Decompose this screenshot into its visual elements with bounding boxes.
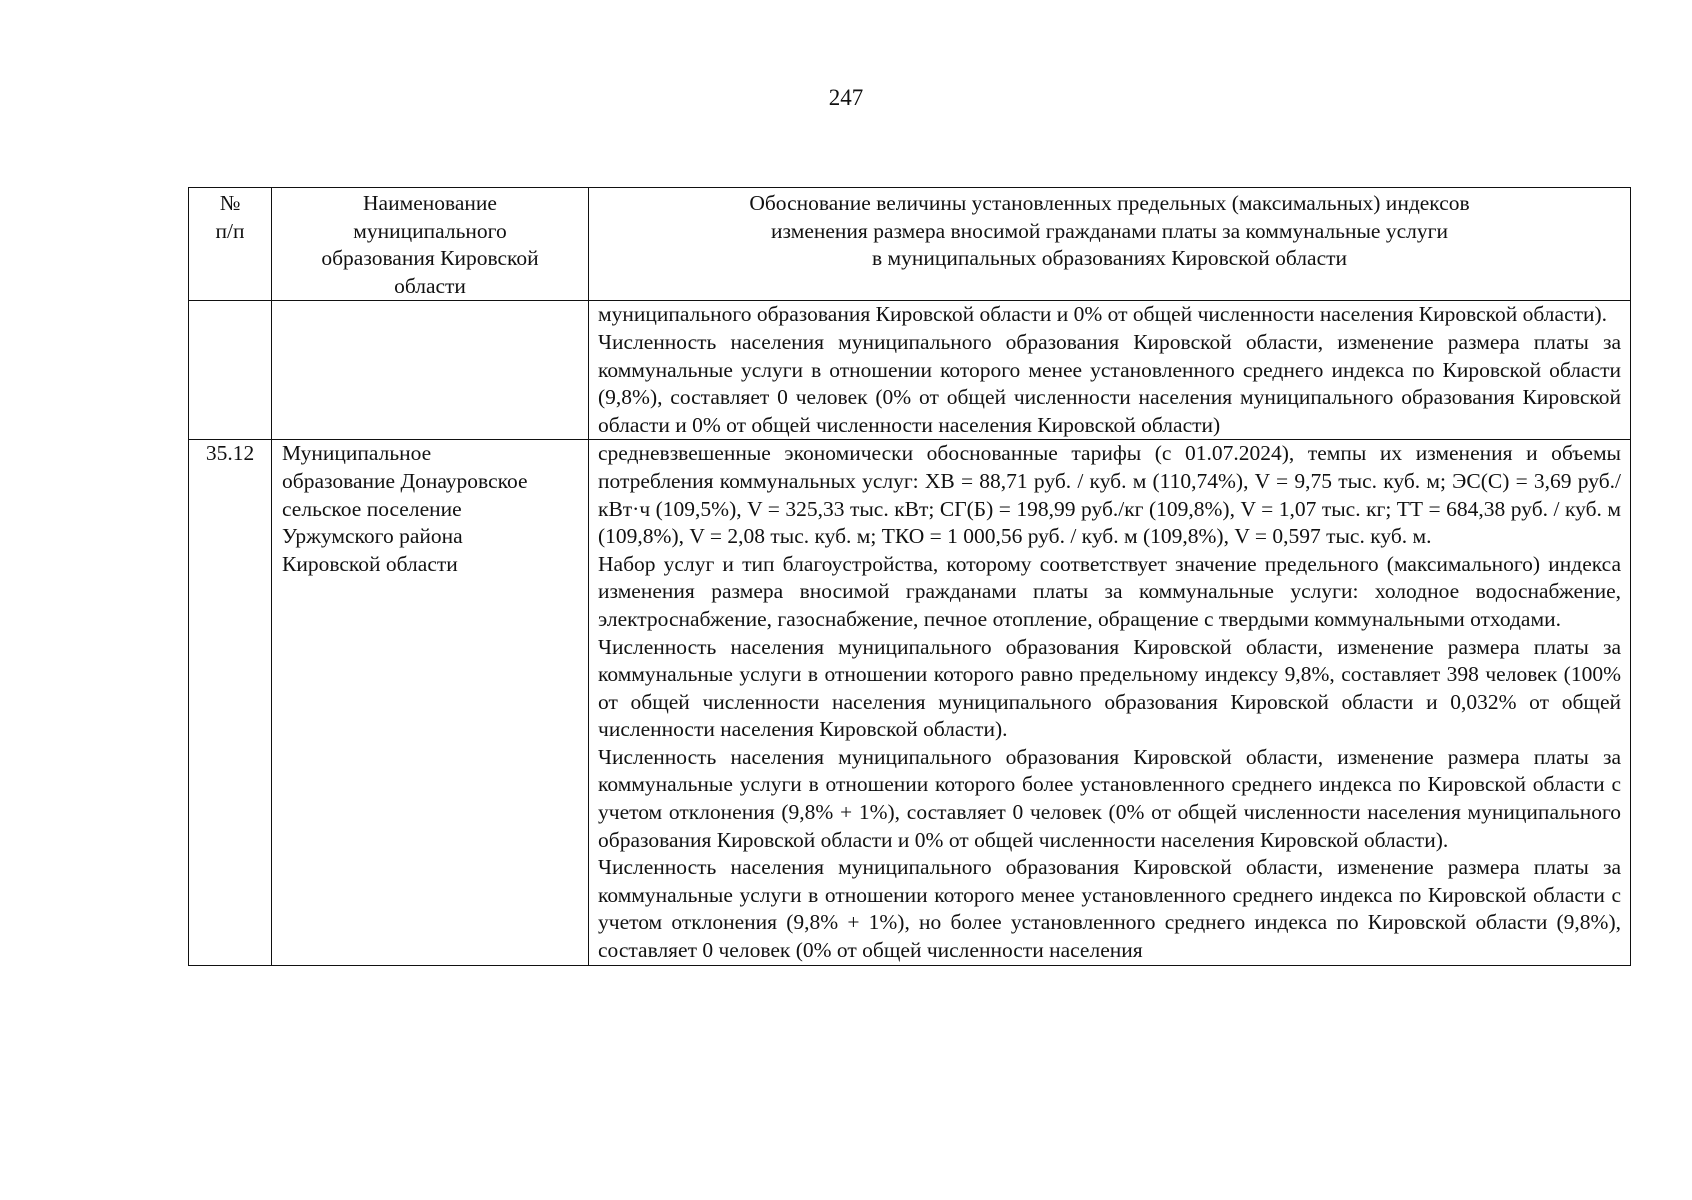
header-justification-line: в муниципальных образованиях Кировской области: [871, 246, 1348, 271]
header-number-line: №: [219, 191, 241, 215]
justification-paragraph: Численность населения муниципального образования Кировской области, изменение размера платы за коммунальные услуги в отношении которого менее установленного среднего индекса по Кировской области (9,8%), составляет 0 человек (0% от общей численности населения муниципального образования Кировской области и 0% от общей численности населения Кировской области): [598, 329, 1621, 437]
justification-paragraph: Численность населения муниципального образования Кировской области, изменение размера платы за коммунальные услуги в отношении которого более установленного среднего индекса по Кировской области с учетом отклонения (9,8% + 1%), составляет 0 человек (0% от общей численности населения муниципального образования Кировской области и 0% от общей численности населения Кировской области).: [598, 744, 1621, 852]
index-justification-table: [188, 187, 1631, 966]
table-row: [189, 440, 1631, 965]
municipality-name-line: Муниципальное: [282, 441, 432, 466]
justification-paragraph: Набор услуг и тип благоустройства, которому соответствует значение предельного (максимального) индекса изменения размера вносимой гражданами платы за коммунальные услуги: холодное водоснабжение, электроснабжение, газоснабжение, печное отопление, обращение с твердыми коммунальными отходами.: [598, 551, 1621, 631]
justification-paragraph: Численность населения муниципального образования Кировской области, изменение размера платы за коммунальные услуги в отношении которого равно предельному индексу 9,8%, составляет 398 человек (100% от общей численности населения муниципального образования Кировской области и 0,032% от общей численности населения Кировской области).: [598, 634, 1621, 742]
row-number: [189, 301, 272, 440]
municipality-name-line: Кировской области: [282, 551, 458, 576]
municipality-name-line: сельское поселение: [282, 496, 462, 521]
table-row: [189, 301, 1631, 440]
header-name-line: муниципального: [353, 218, 507, 243]
table-header-row: [189, 188, 1631, 301]
header-number-line: п/п: [215, 218, 245, 243]
page-number: 247: [828, 85, 864, 110]
header-justification: [589, 188, 1631, 301]
header-municipality-name: [272, 188, 589, 301]
municipality-name-line: Уржумского района: [282, 524, 463, 549]
header-name-line: Наименование: [363, 191, 497, 215]
header-name-line: образования Кировской: [321, 246, 539, 271]
municipality-name-line: образование Донауровское: [282, 468, 528, 493]
justification-paragraph: средневзвешенные экономически обоснованные тарифы (с 01.07.2024), темпы их изменения и объемы потребления коммунальных услуг: ХВ = 88,71 руб. / куб. м (110,74%), V = 9,75 тыс. куб. м; ЭС(С) = 3,69 руб./кВт·ч (109,5%), V = 325,33 тыс. кВт; СГ(Б) = 198,99 руб./кг (109,8%), V = 1,07 тыс. кг; ТТ = 684,38 руб. / куб. м (109,8%), V = 2,08 тыс. куб. м; ТКО = 1 000,56 руб. / куб. м (109,8%), V = 0,597 тыс. куб. м.: [598, 441, 1621, 549]
row-justification: [589, 301, 1631, 440]
justification-paragraph: муниципального образования Кировской области и 0% от общей численности населения Кировской области).: [598, 302, 1608, 327]
row-number: 35.12: [189, 440, 272, 965]
header-number: [189, 188, 272, 301]
row-municipality-name: [272, 440, 589, 965]
header-justification-line: Обоснование величины установленных предельных (максимальных) индексов: [749, 191, 1470, 215]
justification-paragraph: Численность населения муниципального образования Кировской области, изменение размера платы за коммунальные услуги в отношении которого менее установленного среднего индекса по Кировской области с учетом отклонения (9,8% + 1%), но более установленного среднего индекса по Кировской области (9,8%), составляет 0 человек (0% от общей численности населения: [598, 855, 1621, 963]
row-municipality-name: [272, 301, 589, 440]
header-name-line: области: [394, 273, 466, 298]
row-justification: [589, 440, 1631, 965]
header-justification-line: изменения размера вносимой гражданами платы за коммунальные услуги: [771, 218, 1448, 243]
